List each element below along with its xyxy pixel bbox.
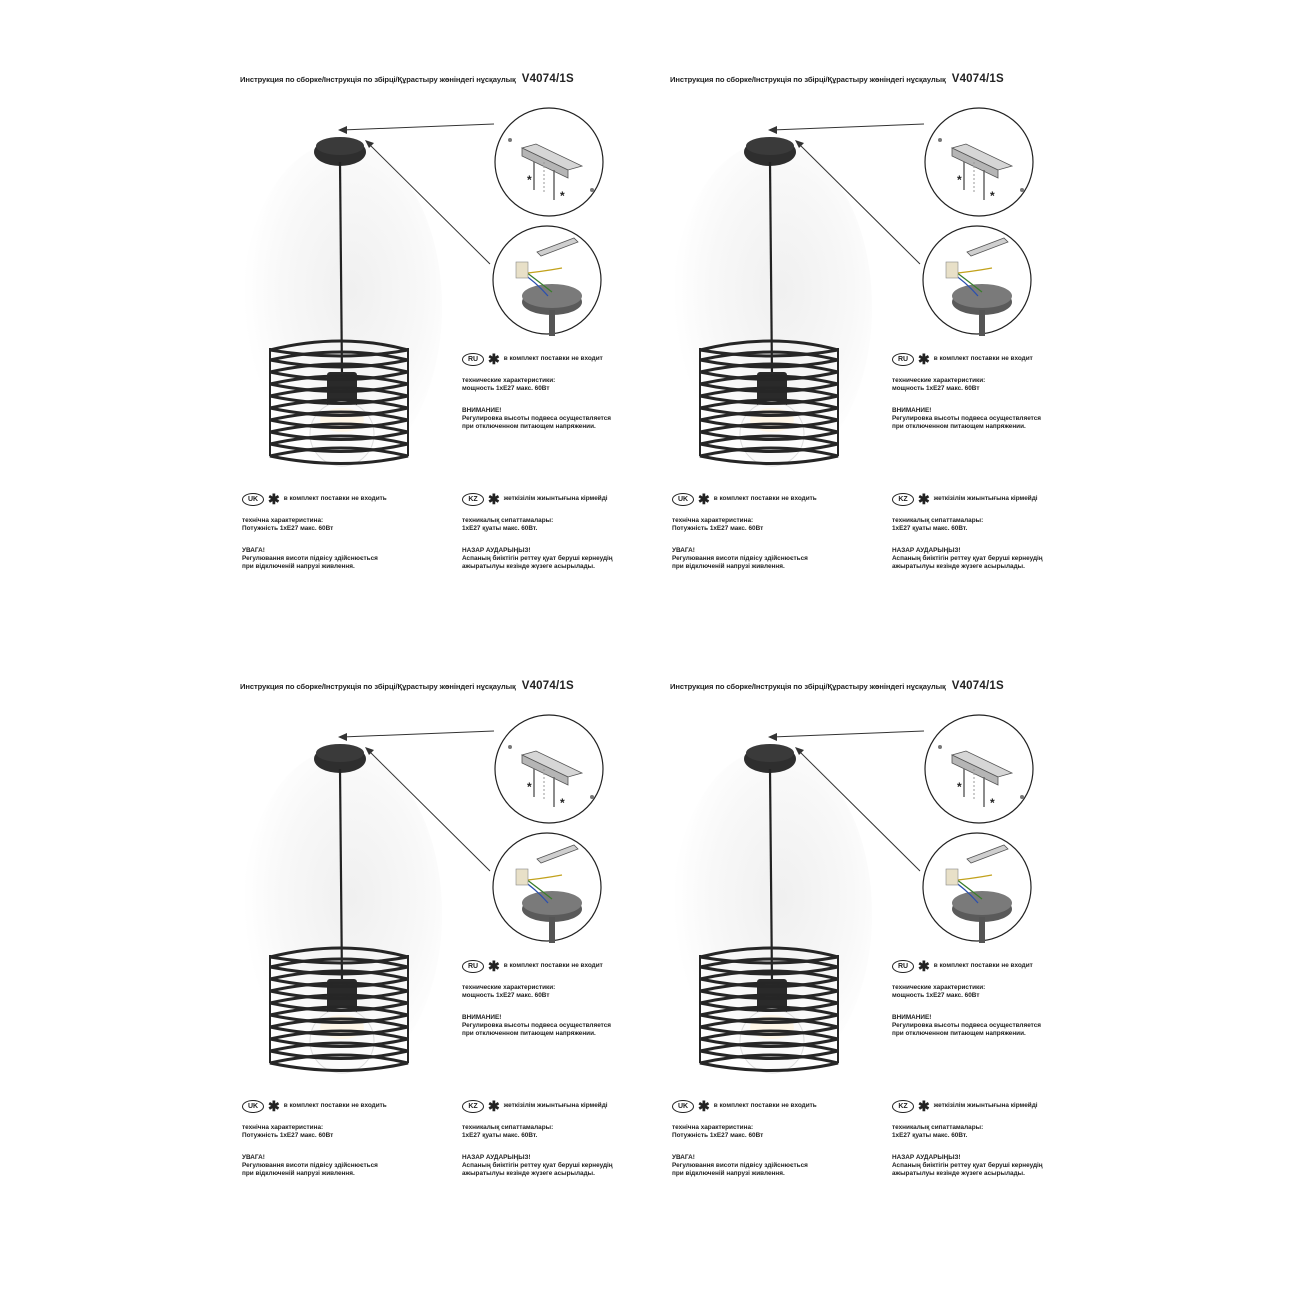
ru-block (462, 959, 677, 1052)
kz-warning-line: Аспаның биіктігін реттеу қуат беруші кернеудің (892, 1162, 1043, 1169)
svg-text:*: * (527, 173, 532, 187)
uk-warning-title: УВАГА! (672, 547, 695, 554)
ru-block (892, 352, 1107, 445)
ru-spec: мощность 1хE27 макс. 60Вт (462, 385, 550, 392)
kz-warning-line: ажыратылуы кезінде жүзеге асырылады. (892, 1170, 1025, 1177)
ru-note: в комплект поставки не входит (503, 355, 603, 362)
ru-spec-title: технические характеристики: (892, 377, 986, 384)
ru-warning-line: Регулировка высоты подвеса осуществляется (462, 415, 612, 422)
model-code: V4074/1S (521, 680, 574, 692)
ru-warning-title: ВНИМАНИЕ! (892, 1014, 932, 1021)
ru-note: в комплект поставки не входит (933, 355, 1033, 362)
arrow-head (795, 747, 804, 755)
arrow-line (799, 751, 920, 871)
uk-warning-line: при відключеній напрузі живлення. (672, 563, 785, 570)
kz-badge: KZ (462, 1100, 484, 1113)
ru-spec-title: технические характеристики: (462, 377, 556, 384)
uk-block (242, 1099, 457, 1192)
arrow-line (369, 144, 490, 264)
arrow-line (369, 751, 490, 871)
svg-text:*: * (990, 189, 995, 203)
uk-note: в комплект поставки не входить (283, 495, 387, 502)
model-code: V4074/1S (951, 73, 1004, 85)
detail-circle-bottom (493, 226, 601, 334)
ru-warning-line: при отключенном питающем напряжении. (892, 423, 1026, 430)
kz-spec-title: техникалық сипаттамалары: (892, 517, 984, 524)
kz-badge: KZ (462, 493, 484, 506)
asterisk-icon: ✱ (918, 1098, 930, 1114)
kz-warning-title: НАЗАР АУДАРЫҢЫЗ! (892, 547, 961, 554)
asterisk-icon: ✱ (488, 958, 500, 974)
kz-spec: 1хE27 қуаты макс. 60Вт. (892, 525, 968, 532)
title-text: Инструкция по сборке/Інструкція по збірці/Құрастыру жөніндегі нұсқаулық (240, 75, 516, 84)
asterisk-icon: ✱ (918, 491, 930, 507)
arrow-line (342, 731, 494, 737)
svg-text:*: * (990, 796, 995, 810)
asterisk-icon: ✱ (918, 958, 930, 974)
instruction-panel-1 (222, 42, 652, 642)
uk-block (672, 492, 887, 585)
ru-warning-line: при отключенном питающем напряжении. (462, 1030, 596, 1037)
uk-spec: Потужність 1хE27 макс. 60Вт (672, 1132, 764, 1139)
model-code: V4074/1S (521, 73, 574, 85)
uk-note: в комплект поставки не входить (713, 1102, 817, 1109)
kz-badge: KZ (892, 1100, 914, 1113)
uk-block (672, 1099, 887, 1192)
svg-text:*: * (527, 780, 532, 794)
uk-spec-title: технічна характеристина: (672, 1124, 754, 1131)
ru-spec-title: технические характеристики: (462, 984, 556, 991)
uk-spec: Потужність 1хE27 макс. 60Вт (672, 525, 764, 532)
kz-warning-line: ажыратылуы кезінде жүзеге асырылады. (462, 563, 595, 570)
kz-warning-line: Аспаның биіктігін реттеу қуат беруші кернеудің (892, 555, 1043, 562)
kz-warning-line: Аспаның биіктігін реттеу қуат беруші кернеудің (462, 1162, 613, 1169)
cord (770, 162, 772, 377)
uk-block (242, 492, 457, 585)
uk-spec-title: технічна характеристина: (242, 517, 324, 524)
ru-warning-line: при отключенном питающем напряжении. (892, 1030, 1026, 1037)
uk-badge: UK (672, 493, 694, 506)
instruction-sheet (222, 42, 1082, 1260)
uk-spec: Потужність 1хE27 макс. 60Вт (242, 525, 334, 532)
kz-warning-line: Аспаның биіктігін реттеу қуат беруші кернеудің (462, 555, 613, 562)
ru-warning-title: ВНИМАНИЕ! (462, 1014, 502, 1021)
uk-badge: UK (672, 1100, 694, 1113)
svg-text:*: * (957, 173, 962, 187)
kz-spec-title: техникалық сипаттамалары: (462, 1124, 554, 1131)
ru-warning-line: Регулировка высоты подвеса осуществляется (892, 415, 1042, 422)
svg-text:*: * (560, 189, 565, 203)
kz-block (892, 1099, 1107, 1192)
ru-badge: RU (462, 960, 484, 973)
kz-note: жеткізілім жиынтығына кірмейді (503, 1102, 608, 1109)
uk-note: в комплект поставки не входить (283, 1102, 387, 1109)
arrow-line (772, 124, 924, 130)
asterisk-icon: ✱ (488, 1098, 500, 1114)
uk-warning-title: УВАГА! (242, 1154, 265, 1161)
ru-spec: мощность 1хE27 макс. 60Вт (892, 385, 980, 392)
ru-badge: RU (462, 353, 484, 366)
instruction-panel-2 (652, 42, 1082, 642)
asterisk-icon: ✱ (488, 491, 500, 507)
kz-note: жеткізілім жиынтығына кірмейді (933, 495, 1038, 502)
asterisk-icon: ✱ (268, 491, 280, 507)
ru-badge: RU (892, 353, 914, 366)
kz-block (462, 1099, 677, 1192)
cord (770, 769, 772, 984)
uk-warning-title: УВАГА! (242, 547, 265, 554)
ru-block (892, 959, 1107, 1052)
arrow-line (772, 731, 924, 737)
kz-note: жеткізілім жиынтығына кірмейді (933, 1102, 1038, 1109)
ru-spec: мощность 1хE27 макс. 60Вт (892, 992, 980, 999)
arrow-head (795, 140, 804, 148)
ru-block (462, 352, 677, 445)
arrow-head (768, 126, 777, 134)
instruction-panel-3 (222, 649, 652, 1249)
ru-warning-line: Регулировка высоты подвеса осуществляется (462, 1022, 612, 1029)
arrow-line (342, 124, 494, 130)
ru-spec-title: технические характеристики: (892, 984, 986, 991)
ru-warning-line: при отключенном питающем напряжении. (462, 423, 596, 430)
model-code: V4074/1S (951, 680, 1004, 692)
uk-spec-title: технічна характеристина: (242, 1124, 324, 1131)
arrow-head (338, 733, 347, 741)
kz-spec: 1хE27 қуаты макс. 60Вт. (462, 1132, 538, 1139)
uk-warning-line: при відключеній напрузі живлення. (242, 563, 355, 570)
svg-text:*: * (560, 796, 565, 810)
arrow-head (768, 733, 777, 741)
asterisk-icon: ✱ (918, 351, 930, 367)
instruction-panel-4 (652, 649, 1082, 1249)
uk-warning-line: Регулювання висоти підвісу здійснюється (672, 555, 808, 562)
uk-badge: UK (242, 493, 264, 506)
uk-warning-line: Регулювання висоти підвісу здійснюється (672, 1162, 808, 1169)
uk-spec: Потужність 1хE27 макс. 60Вт (242, 1132, 334, 1139)
kz-warning-line: ажыратылуы кезінде жүзеге асырылады. (462, 1170, 595, 1177)
kz-warning-title: НАЗАР АУДАРЫҢЫЗ! (462, 547, 531, 554)
uk-warning-line: при відключеній напрузі живлення. (242, 1170, 355, 1177)
kz-badge: KZ (892, 493, 914, 506)
kz-block (462, 492, 677, 585)
uk-badge: UK (242, 1100, 264, 1113)
arrow-line (799, 144, 920, 264)
title-text: Инструкция по сборке/Інструкція по збірці/Құрастыру жөніндегі нұсқаулық (670, 682, 946, 691)
arrow-head (365, 140, 374, 148)
kz-spec-title: техникалық сипаттамалары: (892, 1124, 984, 1131)
ru-badge: RU (892, 960, 914, 973)
detail-circle-bottom (923, 833, 1031, 941)
uk-note: в комплект поставки не входить (713, 495, 817, 502)
kz-warning-title: НАЗАР АУДАРЫҢЫЗ! (892, 1154, 961, 1161)
kz-spec: 1хE27 қуаты макс. 60Вт. (462, 525, 538, 532)
uk-spec-title: технічна характеристина: (672, 517, 754, 524)
kz-block (892, 492, 1107, 585)
uk-warning-title: УВАГА! (672, 1154, 695, 1161)
asterisk-icon: ✱ (698, 491, 710, 507)
ru-warning-line: Регулировка высоты подвеса осуществляется (892, 1022, 1042, 1029)
asterisk-icon: ✱ (268, 1098, 280, 1114)
cord (340, 162, 342, 377)
arrow-head (338, 126, 347, 134)
cord (340, 769, 342, 984)
kz-note: жеткізілім жиынтығына кірмейді (503, 495, 608, 502)
ru-note: в комплект поставки не входит (933, 962, 1033, 969)
ru-spec: мощность 1хE27 макс. 60Вт (462, 992, 550, 999)
uk-warning-line: при відключеній напрузі живлення. (672, 1170, 785, 1177)
title-text: Инструкция по сборке/Інструкція по збірці/Құрастыру жөніндегі нұсқаулық (670, 75, 946, 84)
title-text: Инструкция по сборке/Інструкція по збірці/Құрастыру жөніндегі нұсқаулық (240, 682, 516, 691)
arrow-head (365, 747, 374, 755)
ru-warning-title: ВНИМАНИЕ! (462, 407, 502, 414)
kz-warning-title: НАЗАР АУДАРЫҢЫЗ! (462, 1154, 531, 1161)
ru-warning-title: ВНИМАНИЕ! (892, 407, 932, 414)
uk-warning-line: Регулювання висоти підвісу здійснюється (242, 1162, 378, 1169)
kz-spec: 1хE27 қуаты макс. 60Вт. (892, 1132, 968, 1139)
detail-circle-bottom (923, 226, 1031, 334)
kz-warning-line: ажыратылуы кезінде жүзеге асырылады. (892, 563, 1025, 570)
ru-note: в комплект поставки не входит (503, 962, 603, 969)
asterisk-icon: ✱ (488, 351, 500, 367)
uk-warning-line: Регулювання висоти підвісу здійснюється (242, 555, 378, 562)
asterisk-icon: ✱ (698, 1098, 710, 1114)
svg-text:*: * (957, 780, 962, 794)
kz-spec-title: техникалық сипаттамалары: (462, 517, 554, 524)
detail-circle-bottom (493, 833, 601, 941)
